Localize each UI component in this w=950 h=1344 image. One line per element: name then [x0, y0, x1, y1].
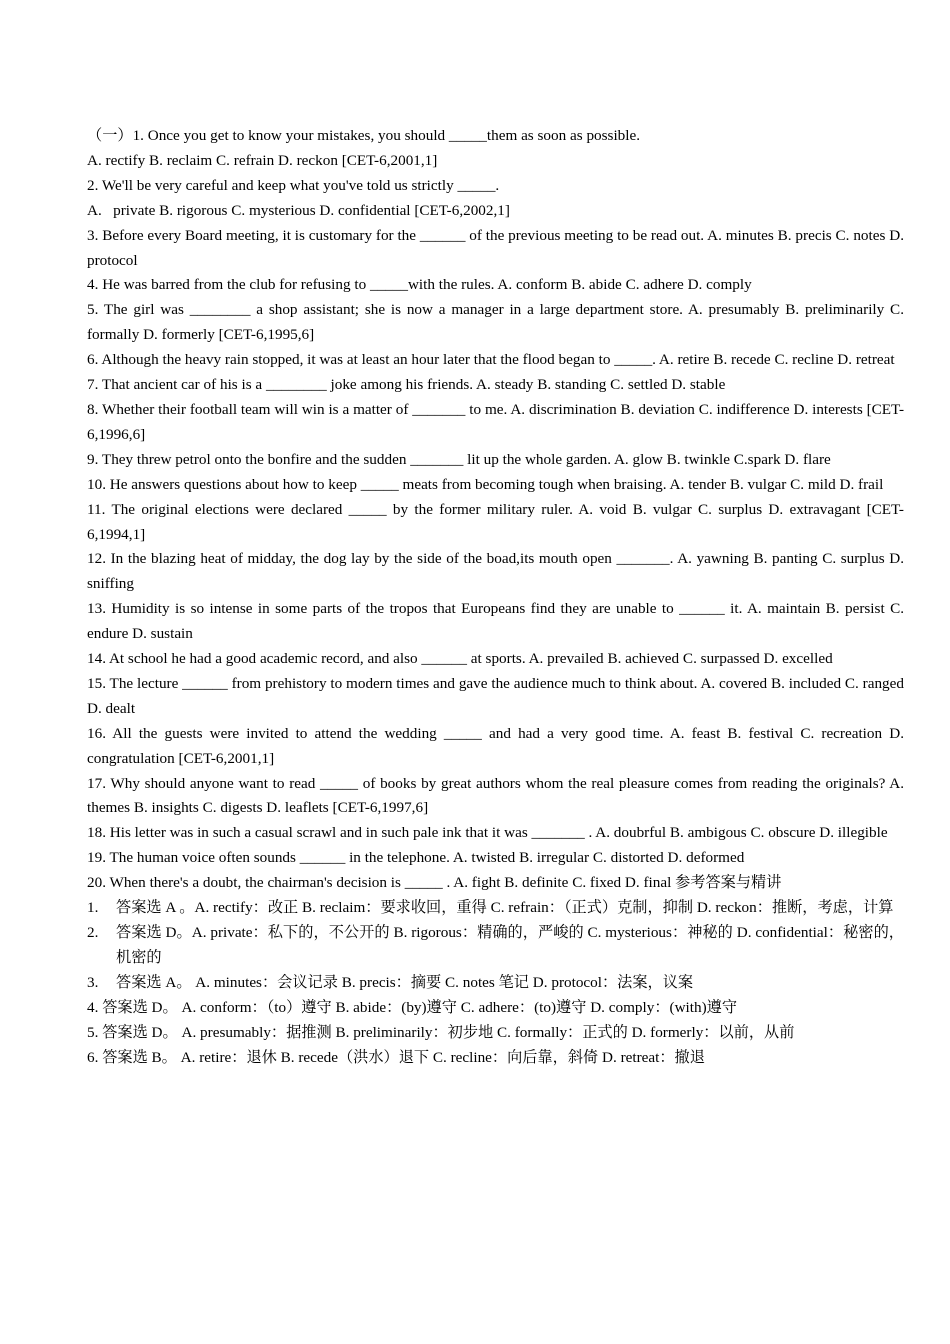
- question-line: 5. The girl was ________ a shop assistant; she is now a manager in a large department store. A. presumably B. preliminarily C. formally D. formerly [CET-6,1995,6]: [87, 301, 904, 344]
- question-line: 17. Why should anyone want to read _____ of books by great authors whom the real pleasure comes from reading the originals? A. themes B. insights C. digests D. leaflets [CET-6,1997,6]: [87, 774, 904, 817]
- answer-item: [87, 921, 904, 971]
- answer-text: 答案选 A 。A. rectify：改正 B. reclaim：要求收回，重得 C. refrain：（正式）克制，抑制 D. reckon：推断，考虑，计算: [116, 899, 894, 917]
- document-body: [87, 124, 904, 1070]
- question-line: 11. The original elections were declared _____ by the former military ruler. A. void B. vulgar C. surplus D. extravagant [CET-6,1994,1]: [87, 500, 904, 543]
- question-line: 9. They threw petrol onto the bonfire and the sudden _______ lit up the whole garden. A. glow B. twinkle C.spark D. flare: [87, 450, 831, 468]
- question-line: 3. Before every Board meeting, it is customary for the ______ of the previous meeting to be read out. A. minutes B. precis C. notes D. protocol: [87, 226, 904, 269]
- answer-text: 答案选 D。A. private：私下的，不公开的 B. rigorous：精确的，严峻的 C. mysterious：神秘的 D. confidential：秘密的，机密的: [116, 924, 904, 966]
- question-line: A. rectify B. reclaim C. refrain D. reckon [CET-6,2001,1]: [87, 151, 438, 169]
- question-line: 13. Humidity is so intense in some parts of the tropos that Europeans find they are unable to ______ it. A. maintain B. persist C. endure D. sustain: [87, 600, 904, 643]
- question-line: 18. His letter was in such a casual scrawl and in such pale ink that it was _______ . A. doubrful B. ambigous C. obscure D. illegible: [87, 824, 888, 842]
- question-line: 7. That ancient car of his is a ________ joke among his friends. A. steady B. standing C. settled D. stable: [87, 376, 726, 394]
- question-line: 10. He answers questions about how to keep _____ meats from becoming tough when braising. A. tender B. vulgar C. mild D. frail: [87, 475, 884, 493]
- question-line: A. private B. rigorous C. mysterious D. confidential [CET-6,2002,1]: [87, 201, 510, 219]
- answer-line: 4. 答案选 D。 A. conform：（to）遵守 B. abide：(by)遵守 C. adhere：(to)遵守 D. comply：(with)遵守: [87, 998, 738, 1016]
- answer-list: [87, 896, 904, 996]
- answer-text: 答案选 A。 A. minutes：会议记录 B. precis：摘要 C. notes 笔记 D. protocol：法案，议案: [116, 973, 694, 991]
- question-line: 14. At school he had a good academic record, and also ______ at sports. A. prevailed B. achieved C. surpassed D. excelled: [87, 650, 833, 668]
- answer-line: 5. 答案选 D。 A. presumably：据推测 B. preliminarily：初步地 C. formally：正式的 D. formerly：以前，从前: [87, 1023, 795, 1041]
- answer-item: [87, 896, 904, 921]
- question-line: 2. We'll be very careful and keep what you've told us strictly _____.: [87, 176, 500, 194]
- question-line: 15. The lecture ______ from prehistory to modern times and gave the audience much to think about. A. covered B. included C. ranged D. dealt: [87, 674, 904, 717]
- question-line: 6. Although the heavy rain stopped, it was at least an hour later that the flood began to _____. A. retire B. recede C. recline D. retreat: [87, 351, 895, 369]
- question-line: （一）1. Once you get to know your mistakes, you should _____them as soon as possible.: [87, 127, 641, 144]
- question-line: 20. When there's a doubt, the chairman's decision is _____ . A. fight B. definite C. fixed D. final 参考答案与精讲: [87, 874, 782, 892]
- question-line: 12. In the blazing heat of midday, the dog lay by the side of the boad,its mouth open _______. A. yawning B. panting C. surplus D. sniffing: [87, 550, 904, 593]
- question-line: 8. Whether their football team will win is a matter of _______ to me. A. discrimination B. deviation C. indifference D. interests [CET-6,1996,6]: [87, 400, 904, 443]
- answer-number: 3.: [87, 973, 99, 991]
- answer-number: 2.: [87, 924, 99, 941]
- question-line: 4. He was barred from the club for refusing to _____with the rules. A. conform B. abide C. adhere D. comply: [87, 276, 752, 294]
- answer-item: [87, 971, 904, 996]
- answer-line: 6. 答案选 B。 A. retire：退休 B. recede（洪水）退下 C. recline：向后靠，斜倚 D. retreat：撤退: [87, 1048, 705, 1066]
- question-line: 16. All the guests were invited to attend the wedding _____ and had a very good time. A. feast B. festival C. recreation D. congratulation [CET-6,2001,1]: [87, 724, 904, 767]
- answer-number: 1.: [87, 899, 99, 917]
- question-line: 19. The human voice often sounds ______ in the telephone. A. twisted B. irregular C. distorted D. deformed: [87, 849, 745, 867]
